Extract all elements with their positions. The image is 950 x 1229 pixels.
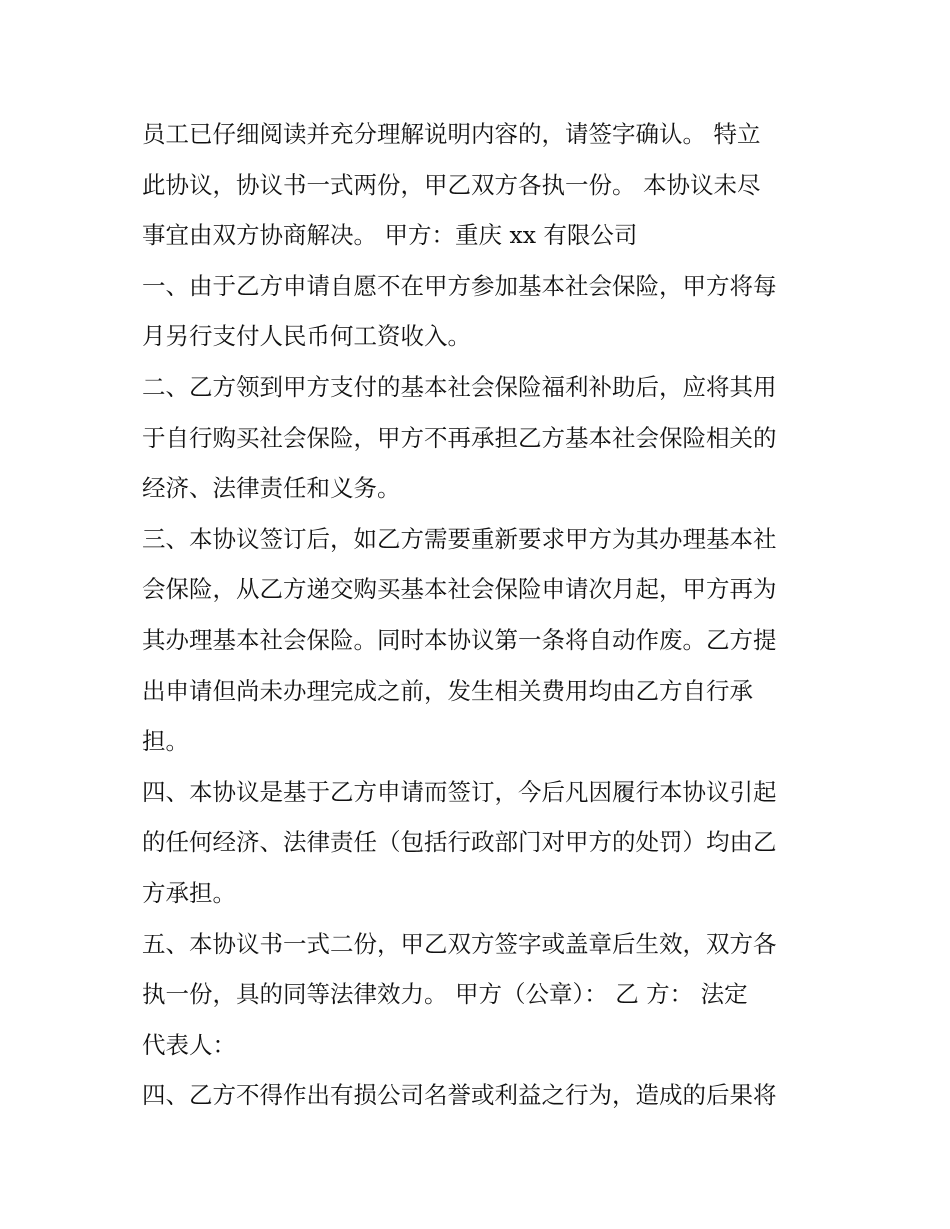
text-line: 于自行购买社会保险，甲方不再承担乙方基本社会保险相关的: [142, 423, 777, 452]
text-line: 代表人：: [142, 1030, 236, 1059]
text-line: 会保险，从乙方递交购买基本社会保险申请次月起，甲方再为: [142, 575, 777, 604]
text-line: 四、本协议是基于乙方申请而签订，今后凡因履行本协议引起: [142, 777, 777, 806]
paragraph-clause-3: [142, 514, 832, 767]
text-line: 此协议，协议书一式两份，甲乙双方各执一份。 本协议未尽: [142, 170, 761, 199]
text-line: 的任何经济、法律责任（包括行政部门对甲方的处罚）均由乙: [142, 828, 777, 857]
paragraph-clause-1: [142, 261, 832, 362]
paragraph-clause-2: [142, 362, 832, 514]
document-body: [142, 109, 832, 1121]
text-line: 四、乙方不得作出有损公司名誉或利益之行为，造成的后果将: [142, 1081, 777, 1110]
text-line: 员工已仔细阅读并充分理解说明内容的，请签字确认。 特立: [142, 120, 761, 148]
text-line: 经济、法律责任和义务。: [142, 474, 401, 503]
paragraph-clause-4: [142, 767, 832, 919]
text-line: 三、本协议签订后，如乙方需要重新要求甲方为其办理基本社: [142, 524, 777, 553]
text-line: 二、乙方领到甲方支付的基本社会保险福利补助后，应将其用: [142, 372, 777, 401]
paragraph-confirmation: [142, 109, 832, 261]
text-line: 方承担。: [142, 878, 236, 907]
text-line: 执一份，具的同等法律效力。 甲方（公章）： 乙 方： 法定: [142, 980, 748, 1009]
text-line: 其办理基本社会保险。同时本协议第一条将自动作废。乙方提: [142, 625, 777, 654]
text-line: 月另行支付人民币何工资收入。: [142, 322, 471, 351]
text-line: 一、由于乙方申请自愿不在甲方参加基本社会保险，甲方将每: [142, 271, 777, 300]
paragraph-clause-5: [142, 919, 832, 1071]
text-line: 事宜由双方协商解决。 甲方：重庆 xx 有限公司: [142, 221, 638, 250]
text-line: 五、本协议书一式二份，甲乙双方签字或盖章后生效，双方各: [142, 929, 777, 958]
text-line: 担。: [142, 727, 189, 756]
paragraph-clause-4b: [142, 1070, 832, 1121]
text-line: 出申请但尚未办理完成之前，发生相关费用均由乙方自行承: [142, 676, 753, 705]
